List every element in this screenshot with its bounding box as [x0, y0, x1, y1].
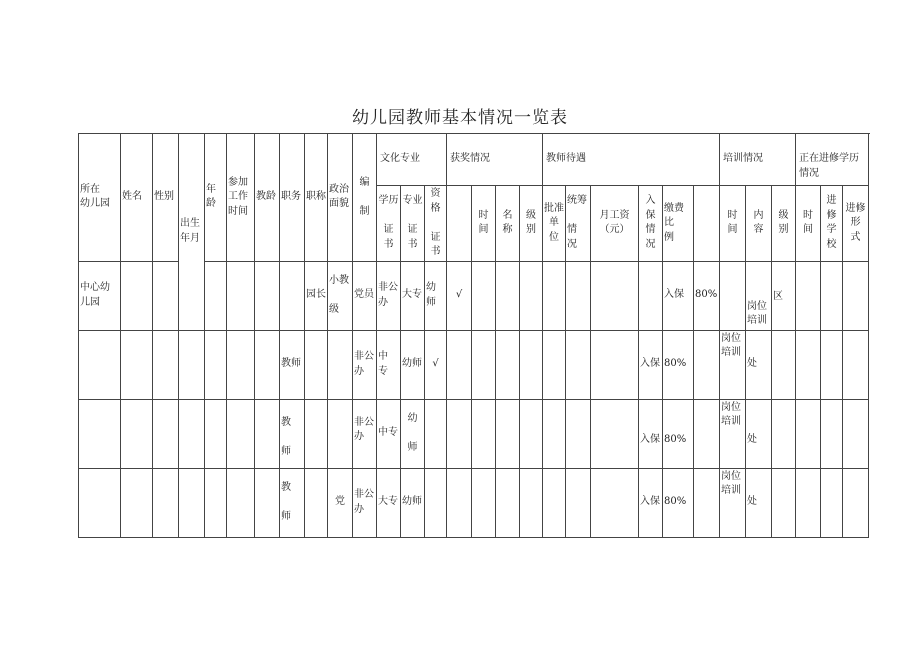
header-award-level: 级 别	[520, 186, 543, 262]
header-train-level: 级 别	[772, 186, 796, 262]
cell-location	[79, 330, 121, 399]
cell-political	[328, 330, 353, 399]
cell-political	[328, 399, 353, 468]
header-award-time: 时 间	[472, 186, 496, 262]
cell-position: 教 师	[280, 399, 305, 468]
cell-major: 幼师	[401, 330, 425, 399]
cell-train-level: 处	[746, 330, 772, 399]
cell-position: 教师	[280, 330, 305, 399]
header-culture-group: 文化专业	[377, 134, 447, 186]
header-train-content: 内 容	[746, 186, 772, 262]
header-pooled: 统筹 情 况	[566, 186, 591, 262]
cell-insurance: 入保	[639, 399, 663, 468]
cell-qualification: √	[425, 330, 447, 399]
header-work-start: 参加 工作 时间	[227, 134, 255, 262]
cell-location	[79, 399, 121, 468]
header-gender: 性别	[153, 134, 179, 262]
cell-contribution: 80%	[663, 468, 694, 537]
table-row	[79, 468, 869, 537]
cell-train-content: 岗位 培训	[720, 468, 746, 537]
cell-train-level: 区	[772, 261, 796, 330]
cell-staffing: 非公 办	[353, 468, 377, 537]
table-row	[79, 399, 869, 468]
cell-qualification	[425, 468, 447, 537]
header-title: 职称	[305, 134, 328, 262]
header-name: 姓名	[121, 134, 153, 262]
cell-staffing: 非公 办	[353, 330, 377, 399]
header-political: 政治 面貌	[328, 134, 353, 262]
cell-education: 中专	[377, 399, 401, 468]
header-staffing: 编 制	[353, 134, 377, 262]
cell-political: 党	[328, 468, 353, 537]
cell-insurance: 入保	[639, 468, 663, 537]
cell-staffing: 非公 办	[353, 399, 377, 468]
header-award-group: 获奖情况	[447, 134, 543, 186]
cell-major: 幼师	[401, 468, 425, 537]
cell-major: 幼 师	[401, 399, 425, 468]
header-study-school: 进修 学 校	[821, 186, 843, 262]
cell-insurance: 入保	[639, 330, 663, 399]
cell-position: 教 师	[280, 468, 305, 537]
cell-qualification: √	[447, 261, 472, 330]
header-insurance: 入 保 情 况	[639, 186, 663, 262]
cell-train-content: 岗位 培训	[720, 399, 746, 468]
header-teaching-age: 教龄	[255, 134, 280, 262]
header-award-unit: 批准 单 位	[543, 186, 566, 262]
cell-train-content: 岗位 培训	[746, 261, 772, 330]
cell-education: 大专	[401, 261, 425, 330]
header-study-group: 正在进修学历情况	[796, 134, 869, 186]
teacher-info-table	[78, 133, 869, 538]
cell-contribution: 80%	[663, 330, 694, 399]
cell-staffing: 非公 办	[377, 261, 401, 330]
cell-education: 大专	[377, 468, 401, 537]
page-title: 幼儿园教师基本情况一览表	[352, 108, 568, 128]
cell-title	[305, 468, 328, 537]
cell-political: 党员	[353, 261, 377, 330]
cell-train-level: 处	[746, 399, 772, 468]
cell-title: 小教 级	[328, 261, 353, 330]
cell-title	[305, 330, 328, 399]
header-location: 所在 幼儿园	[79, 134, 121, 262]
cell-train-level: 处	[746, 468, 772, 537]
cell-title	[305, 399, 328, 468]
cell-train-content: 岗位 培训	[720, 330, 746, 399]
header-train-time: 时 间	[720, 186, 746, 262]
header-position: 职务	[280, 134, 305, 262]
header-treatment-group: 教师待遇	[543, 134, 720, 186]
header-contribution: 缴费 比 例	[663, 186, 694, 262]
header-award-name: 名 称	[496, 186, 520, 262]
header-qualification: 资格 证 书	[425, 186, 447, 262]
cell-location: 中心幼 儿园	[79, 261, 121, 330]
header-education: 学历 证 书	[377, 186, 401, 262]
table-row	[79, 330, 869, 399]
header-birth: 出生 年月	[179, 134, 205, 331]
cell-location	[79, 468, 121, 537]
header-row-1	[79, 134, 869, 186]
cell-contribution: 80%	[694, 261, 720, 330]
cell-major: 幼师	[425, 261, 447, 330]
header-study-form: 进修 形 式	[843, 186, 869, 262]
header-training-group: 培训情况	[720, 134, 796, 186]
cell-education: 中 专	[377, 330, 401, 399]
cell-contribution: 80%	[663, 399, 694, 468]
header-salary: 月工资 （元）	[591, 186, 639, 262]
header-age: 年龄	[205, 134, 227, 262]
header-major: 专业 证 书	[401, 186, 425, 262]
header-study-time: 时 间	[796, 186, 821, 262]
cell-insurance: 入保	[663, 261, 694, 330]
cell-qualification	[425, 399, 447, 468]
cell-position: 园长	[305, 261, 328, 330]
